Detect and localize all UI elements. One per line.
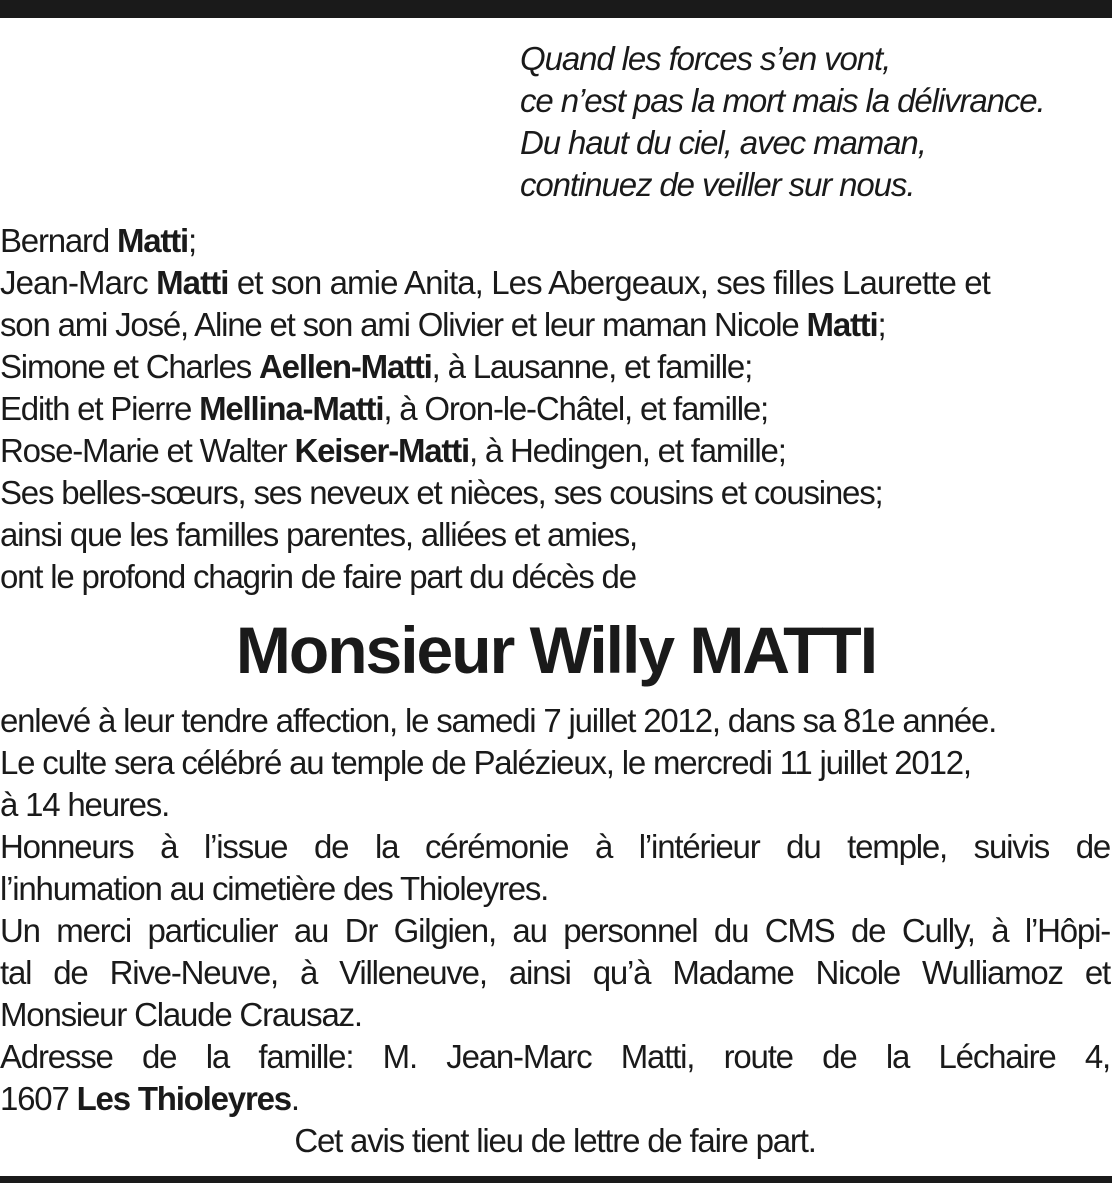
family-text: , à Hedingen, et famille; bbox=[468, 432, 786, 469]
family-line bbox=[0, 346, 1110, 388]
surname: Matti bbox=[116, 222, 188, 259]
family-line bbox=[0, 388, 1110, 430]
detail-line: Un merci particulier au Dr Gilgien, au personnel du CMS de Cully, à l’Hôpi- bbox=[0, 912, 1110, 949]
deceased-name: Monsieur Willy MATTI bbox=[235, 613, 877, 687]
surname: Matti bbox=[806, 306, 878, 343]
family-text: , à Lausanne, et famille; bbox=[431, 348, 753, 385]
family-line bbox=[0, 304, 1110, 346]
surname: Keiser-Matti bbox=[294, 432, 469, 469]
family-line bbox=[0, 262, 1110, 304]
detail-line: à 14 heures. bbox=[0, 786, 170, 823]
address-line bbox=[0, 1078, 1110, 1120]
family-text: Rose-Marie et Walter bbox=[0, 432, 295, 469]
detail-line: enlevé à leur tendre affection, le samedi 7 juillet 2012, dans sa 81e année. bbox=[0, 702, 997, 739]
top-rule bbox=[0, 0, 1112, 18]
family-text: son ami José, Aline et son ami Olivier et leur maman Nicole bbox=[0, 306, 807, 343]
family-line: Ses belles-sœurs, ses neveux et nièces, ses cousins et cousines; bbox=[0, 474, 883, 511]
family-text: et son amie Anita, Les Abergeaux, ses filles Laurette et bbox=[228, 264, 990, 301]
family-text: Edith et Pierre bbox=[0, 390, 200, 427]
detail-line: Monsieur Claude Crausaz. bbox=[0, 996, 362, 1033]
family-line: ainsi que les familles parentes, alliées et amies, bbox=[0, 516, 638, 553]
detail-line: tal de Rive-Neuve, à Villeneuve, ainsi qu’à Madame Nicole Wulliamoz et bbox=[0, 954, 1110, 991]
surname: Matti bbox=[156, 264, 229, 301]
address-line: Adresse de la famille: M. Jean-Marc Matti, route de la Léchaire 4, bbox=[0, 1038, 1110, 1075]
family-line bbox=[0, 220, 1110, 262]
first-name: Jean-Marc bbox=[0, 264, 157, 301]
postal-code: 1607 bbox=[0, 1080, 77, 1117]
poem-line: Du haut du ciel, avec maman, bbox=[520, 124, 926, 161]
family-text: Simone et Charles bbox=[0, 348, 260, 385]
family-line: ont le profond chagrin de faire part du décès de bbox=[0, 558, 636, 595]
surname: Aellen-Matti bbox=[259, 348, 432, 385]
detail-line: l’inhumation au cimetière des Thioleyres. bbox=[0, 870, 549, 907]
closing-note: Cet avis tient lieu de lettre de faire part. bbox=[294, 1122, 816, 1159]
first-name: Bernard bbox=[0, 222, 117, 259]
poem-line: Quand les forces s’en vont, bbox=[520, 40, 891, 77]
punctuation: ; bbox=[187, 222, 196, 259]
surname: Mellina-Matti bbox=[199, 390, 384, 427]
epitaph-poem bbox=[520, 38, 1110, 206]
locality: Les Thioleyres bbox=[76, 1080, 291, 1117]
family-line bbox=[0, 430, 1110, 472]
family-text: , à Oron-le-Châtel, et famille; bbox=[383, 390, 768, 427]
detail-line: Honneurs à l’issue de la cérémonie à l’intérieur du temple, suivis de bbox=[0, 828, 1110, 865]
detail-line: Le culte sera célébré au temple de Palézieux, le mercredi 11 juillet 2012, bbox=[0, 744, 971, 781]
punctuation: . bbox=[290, 1080, 299, 1117]
punctuation: ; bbox=[877, 306, 886, 343]
poem-line: continuez de veiller sur nous. bbox=[520, 166, 915, 203]
poem-line: ce n’est pas la mort mais la délivrance. bbox=[520, 82, 1045, 119]
bottom-rule bbox=[0, 1176, 1112, 1183]
